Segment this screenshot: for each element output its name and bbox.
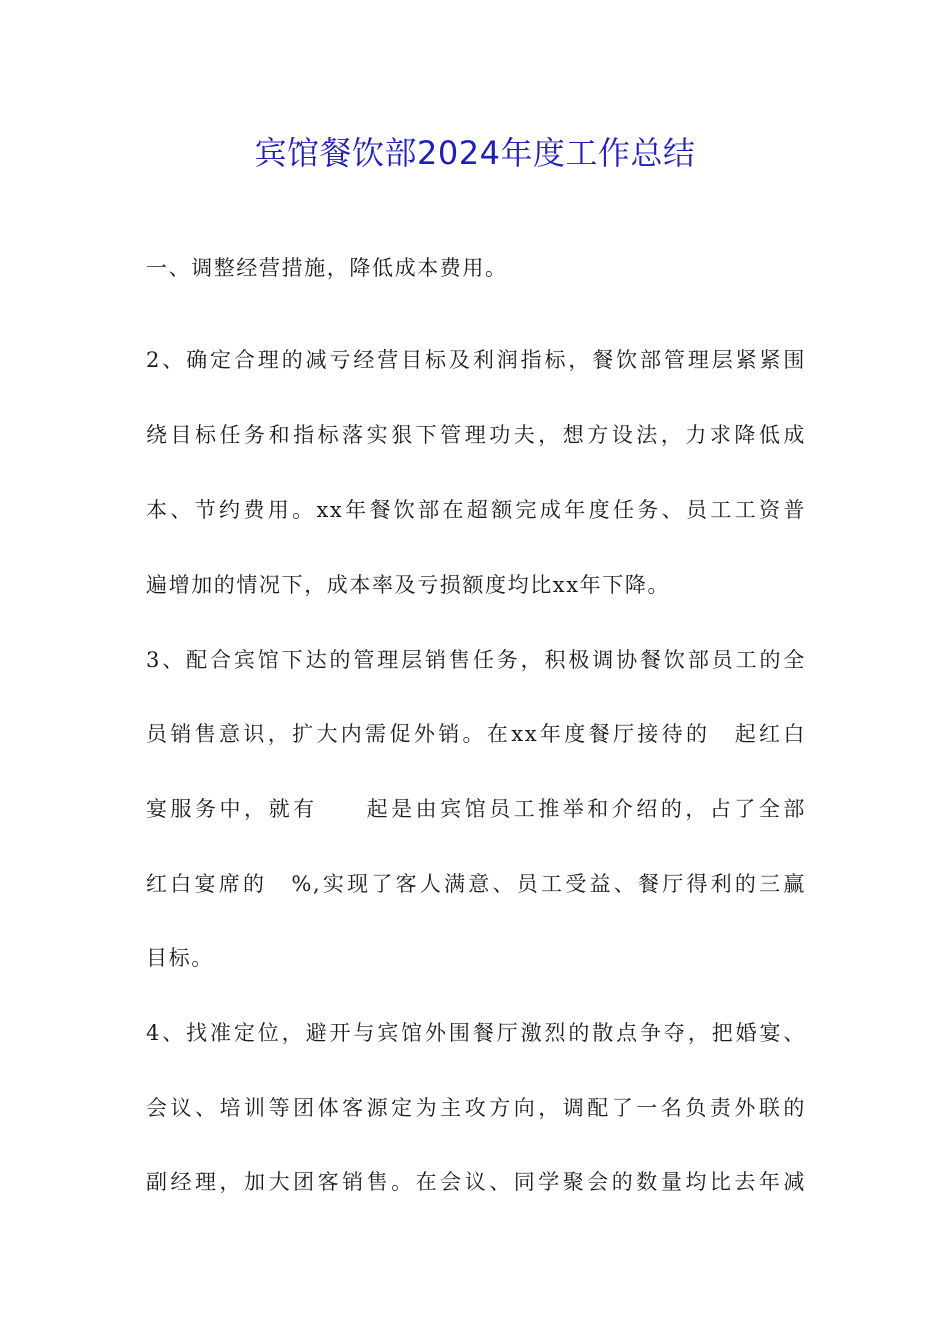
text-line-3: 绕目标任务和指标落实狠下管理功夫，想方设法，力求降低成 — [146, 423, 806, 447]
text-line-12: 会议、培训等团体客源定为主攻方向，调配了一名负责外联的 — [146, 1096, 806, 1120]
text-line-13: 副经理，加大团客销售。在会议、同学聚会的数量均比去年减 — [146, 1170, 806, 1194]
text-line-10: 目标。 — [146, 946, 214, 970]
text-line-5: 遍增加的情况下，成本率及亏损额度均比xx年下降。 — [146, 573, 671, 597]
text-line-6: 3、配合宾馆下达的管理层销售任务，积极调协餐饮部员工的全 — [146, 648, 806, 672]
text-line-8: 宴服务中，就有 起是由宾馆员工推举和介绍的，占了全部 — [146, 797, 806, 821]
text-line-9: 红白宴席的 %,实现了客人满意、员工受益、餐厅得利的三赢 — [146, 872, 806, 896]
text-line-1: 一、调整经营措施，降低成本费用。 — [146, 256, 508, 280]
text-line-2: 2、确定合理的减亏经营目标及利润指标，餐饮部管理层紧紧围 — [146, 348, 806, 372]
text-line-11: 4、找准定位，避开与宾馆外围餐厅激烈的散点争夺，把婚宴、 — [146, 1021, 806, 1045]
text-line-7: 员销售意识，扩大内需促外销。在xx年度餐厅接待的 起红白 — [146, 722, 806, 746]
document-title: 宾馆餐饮部2024年度工作总结 — [254, 134, 696, 172]
text-line-4: 本、节约费用。xx年餐饮部在超额完成年度任务、员工工资普 — [146, 498, 806, 522]
